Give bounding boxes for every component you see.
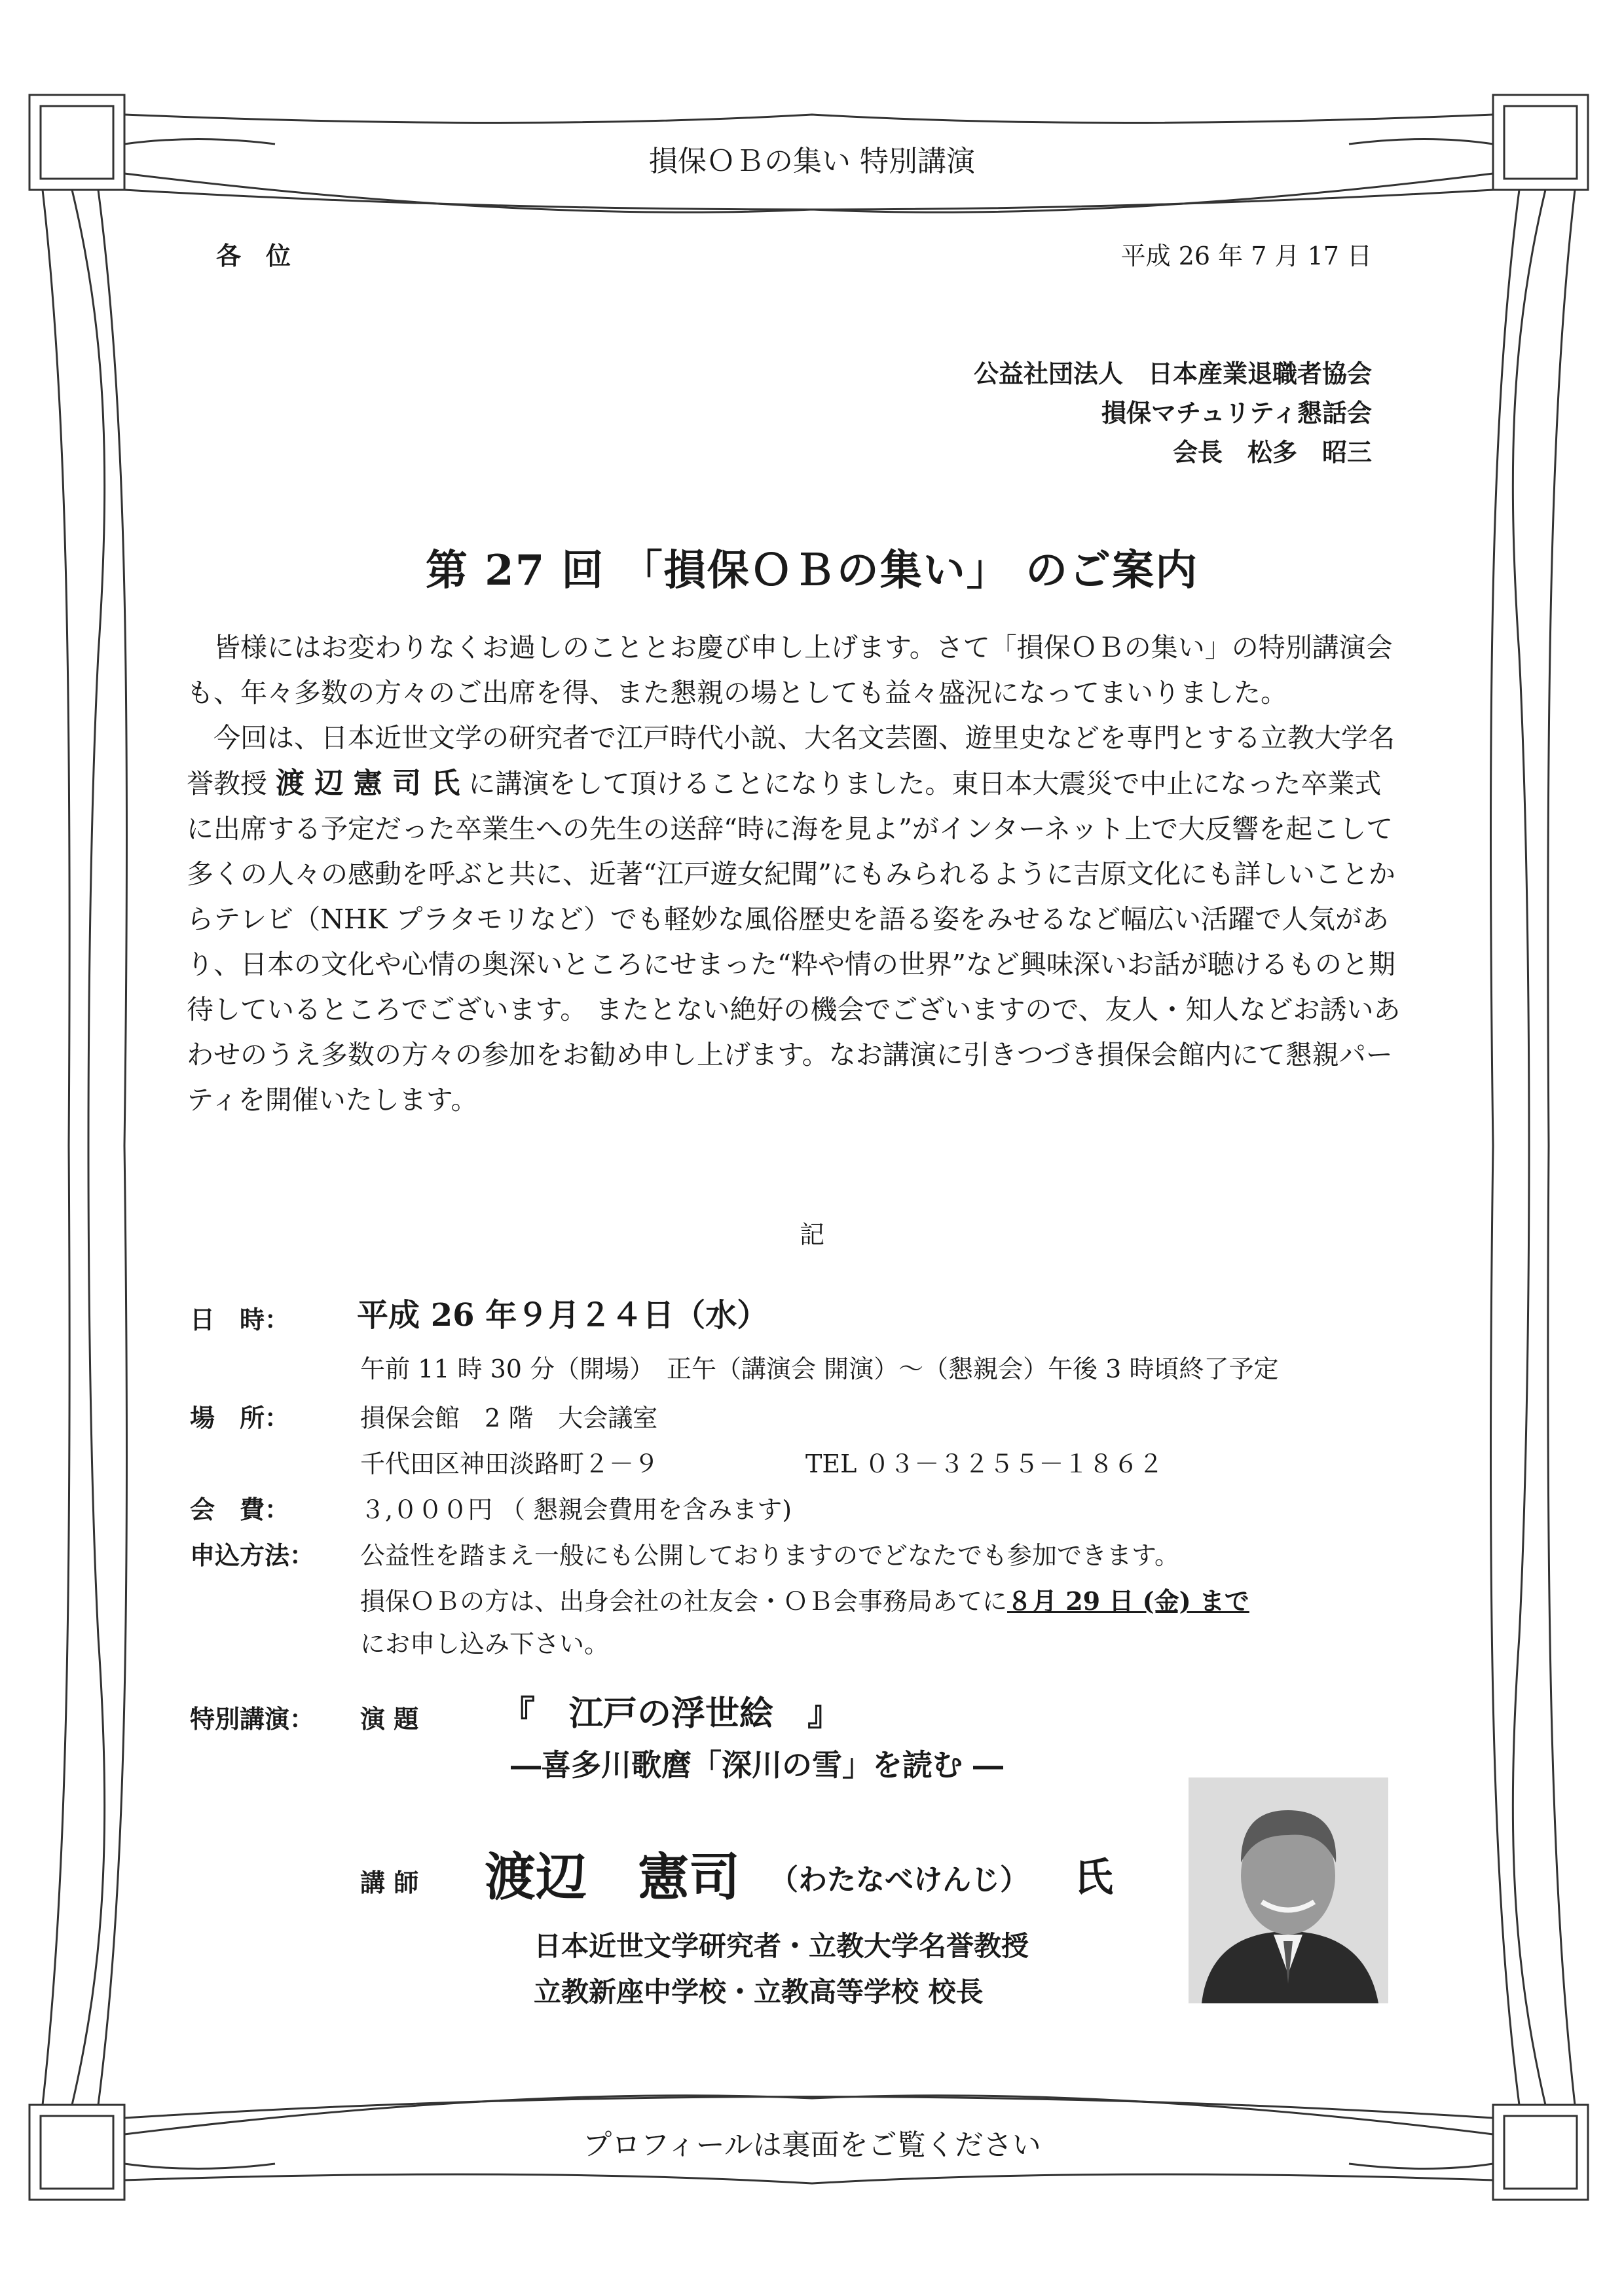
theme-label: 演 題	[360, 1704, 419, 1734]
fee-value: ３,０００円 （ 懇親会費用を含みます)	[360, 1495, 792, 1524]
place-phone: TEL ０３－３２５５－１８６２	[805, 1449, 1164, 1478]
datetime-schedule: 午前 11 時 30 分（開場） 正午（講演会 開演）～（懇親会）午後 3 時頃終了予定	[360, 1355, 1279, 1383]
letter-date: 平成 26 年 7 月 17 日	[1120, 242, 1372, 270]
body-paragraph-2-text: 今回は、日本近世文学の研究者で江戸時代小説、大名文芸圏、遊里史などを専門とする立教大学名誉教授	[187, 722, 1395, 799]
sender-group: 損保マチュリティ懇話会	[1101, 398, 1372, 428]
place-address: 千代田区神田淡路町２－９	[360, 1449, 659, 1478]
apply-line-3: にお申し込み下さい。	[360, 1630, 610, 1658]
lecturer-label: 講 師	[360, 1868, 419, 1897]
ki-mark: 記	[799, 1220, 824, 1249]
lecturer-portrait	[1189, 1777, 1388, 2003]
place-label: 場 所：	[190, 1403, 290, 1432]
lecture-label: 特別講演：	[190, 1704, 315, 1734]
body-paragraph-2-rest: に講演をして頂けることになりました。東日本大震災で中止になった卒業式に出席する予定だった卒業生への先生の送辞“時に海を見よ”がインターネット上で大反響を起こして多くの人々の感動を呼ぶと共に、近著“江戸遊女紀聞”にもみられるように吉原文化にも詳しいことからテレビ（NHK プラタモリなど）でも軽妙な風俗歴史を語る姿をみせるなど幅広い活躍で人気があり、日本の文化や心情の奥深いところにせまった“粋や情の世界”など興味深いお話が聴けるものと期待しているところでございます。 またとない絶好の機会でございますので、友人・知人などお誘いあわせのうえ多数の方々の参加をお勧め申し上げます。なお講演に引きつづき損保会館内にて懇親パーティを開催いたします。	[187, 768, 1401, 1116]
addressee: 各 位	[216, 241, 291, 270]
lecturer-name: 渡辺 憲司	[485, 1848, 741, 1907]
theme-subtitle: ―喜多川歌麿「深川の雪」を読む ―	[511, 1747, 1004, 1783]
lecturer-title-1: 日本近世文学研究者・立教大学名誉教授	[534, 1930, 1029, 1962]
lecturer-reading: （わたなべけんじ）	[769, 1863, 1029, 1897]
theme-title: 『 江戸の浮世絵 』	[501, 1694, 842, 1734]
datetime-label: 日 時：	[190, 1305, 290, 1334]
lecturer-title-2: 立教新座中学校・立教高等学校 校長	[534, 1976, 984, 2008]
sender-chairman: 会長 松多 昭三	[1172, 437, 1372, 467]
banner-bottom: プロフィールは裏面をご覧ください	[583, 2128, 1041, 2162]
apply-line-2	[360, 1581, 1249, 1617]
banner-top: 損保ＯＢの集い 特別講演	[649, 145, 975, 178]
apply-line-1: 公益性を踏まえ一般にも公開しておりますのでどなたでも参加できます。	[360, 1541, 1179, 1570]
lecturer-suffix: 氏	[1074, 1855, 1113, 1901]
body-paragraph-2	[187, 716, 1408, 1123]
page-title: 第 27 回 「損保ＯＢの集い」 のご案内	[425, 546, 1199, 595]
body-paragraph-1: 皆様にはお変わりなくお過しのこととお慶び申し上げます。さて「損保ＯＢの集い」の特別講演会も、年々多数の方々のご出席を得、また懇親の場としても益々盛況になってまいりました。	[187, 632, 1393, 708]
apply-line-2-text: 損保ＯＢの方は、出身会社の社友会・ＯＢ会事務局あてに	[360, 1587, 1008, 1616]
body-text	[187, 625, 1408, 1123]
place-value: 損保会館 2 階 大会議室	[360, 1404, 658, 1432]
sender-organization: 公益社団法人 日本産業退職者協会	[973, 359, 1372, 388]
apply-label: 申込方法：	[190, 1540, 315, 1570]
apply-deadline: ８月 29 日 (金) まで	[1007, 1586, 1249, 1616]
datetime-value: 平成 26 年９月２４日（水）	[357, 1297, 769, 1334]
lecturer-name-inline: 渡 辺 憲 司 氏	[276, 767, 460, 800]
fee-label: 会 費：	[190, 1495, 290, 1524]
